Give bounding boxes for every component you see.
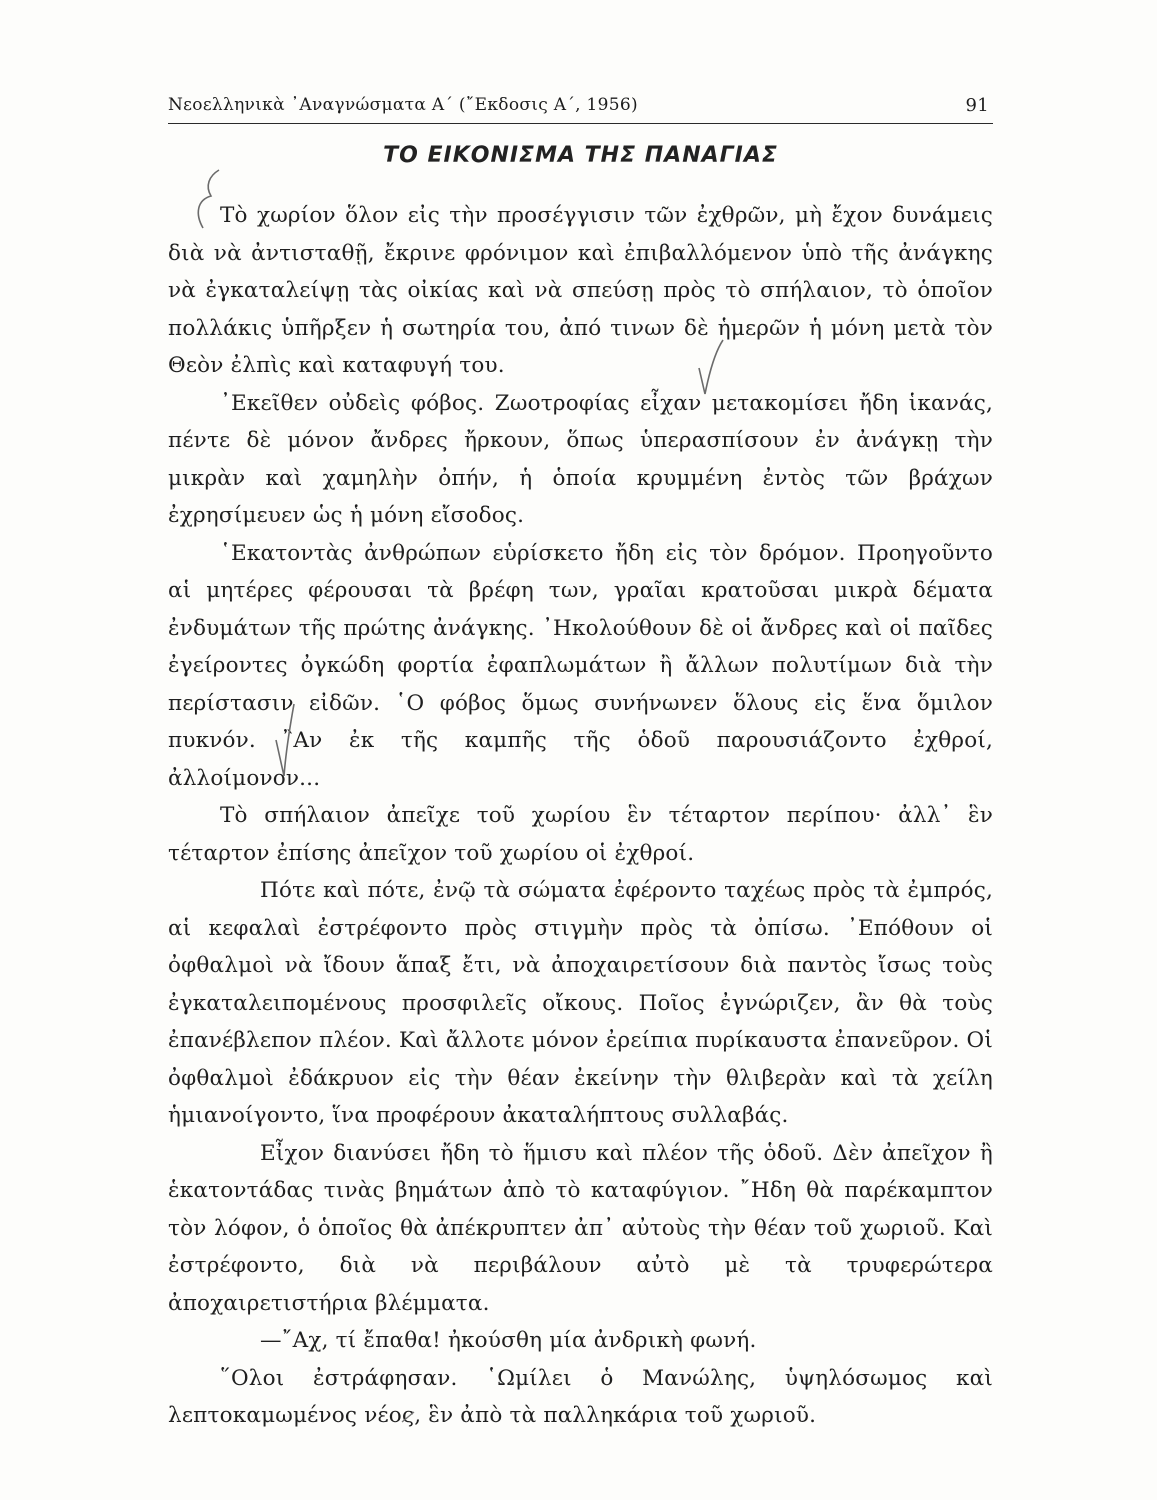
paragraph: Πότε καὶ πότε, ἐνῷ τὰ σώματα ἐφέροντο ταχέως πρὸς τὰ ἐμπρός, αἱ κεφαλαὶ ἐστρέφοντο πρὸς στιγμὴν πρὸς τὰ ὀπίσω. ᾿Επόθουν οἱ ὀφθαλμοὶ νὰ ἴδουν ἅπαξ ἔτι, νὰ ἀποχαιρετίσουν διὰ παντὸς ἴσως τοὺς ἐγκαταλειπομένους προσφιλεῖς οἴκους. Ποῖος ἐγνώριζεν, ἂν θὰ τοὺς ἐπανέβλεπον πλέον. Καὶ ἄλλοτε μόνον ἐρείπια πυρίκαυστα ἐπανεῦρον. Οἱ ὀφθαλμοὶ ἐδάκρυον εἰς τὴν θέαν ἐκείνην τὴν θλιβερὰν καὶ τὰ χείλη ἡμιανοίγοντο, ἵνα προφέρουν ἀκαταλήπτους συλλαβάς. xyxy=(168,878,993,1128)
paragraph: Τὸ χωρίον ὅλον εἰς τὴν προσέγγισιν τῶν ἐχθρῶν, μὴ ἔχον δυνάμεις διὰ νὰ ἀντισταθῇ, ἔκρινε φρόνιμον καὶ ἐπιβαλλόμενον ὑπὸ τῆς ἀνάγκης νὰ ἐγκαταλείψῃ τὰς οἰκίας καὶ νὰ σπεύσῃ πρὸς τὸ σπήλαιον, τὸ ὁποῖον πολλάκις ὑπῆρξεν ἡ σωτηρία του, ἀπό τινων δὲ ἡμερῶν ἡ μόνη μετὰ τὸν Θεὸν ἐλπὶς καὶ καταφυγή του. xyxy=(168,203,993,378)
paragraph: —῎Αχ, τί ἔπαθα! ἠκούσθη μία ἀνδρικὴ φωνή. xyxy=(260,1328,757,1353)
page-number: 91 xyxy=(965,95,989,116)
paragraph: ῾Εκατοντὰς ἀνθρώπων εὑρίσκετο ἤδη εἰς τὸν δρόμον. Προηγοῦντο αἱ μητέρες φέρουσαι τὰ βρέφη των, γραῖαι κρατοῦσαι μικρὰ δέματα ἐνδυμάτων τῆς πρώτης ἀνάγκης. ᾿Ηκολούθουν δὲ οἱ ἄνδρες καὶ οἱ παῖδες ἐγείροντες ὀγκώδη φορτία ἐφαπλωμάτων ἢ ἄλλων πολυτίμων διὰ τὴν περίστασιν εἰδῶν. ῾Ο φόβος ὅμως συνήνωνεν ὅλους εἰς ἕνα ὅμιλον πυκνόν. ῍Αν ἐκ τῆς καμπῆς τῆς ὁδοῦ παρουσιάζοντο ἐχθροί, ἀλλοίμονον... xyxy=(168,540,993,791)
paragraph: ῞Ολοι ἐστράφησαν. ῾Ωμίλει ὁ Μανώλης, ὑψηλόσωμος καὶ λεπτοκαμωμένος νέος, ἓν ἀπὸ τὰ παλληκάρια τοῦ χωριοῦ. xyxy=(168,1365,993,1428)
paragraph: ᾿Εκεῖθεν οὐδεὶς φόβος. Ζωοτροφίας εἶχαν μετακομίσει ἤδη ἱκανάς, πέντε δὲ μόνον ἄνδρες ἤρκουν, ὅπως ὑπερασπίσουν ἐν ἀνάγκῃ τὴν μικρὰν καὶ χαμηλὴν ὀπήν, ἡ ὁποία κρυμμένη ἐντὸς τῶν βράχων ἐχρησίμευεν ὡς ἡ μόνη εἴσοδος. xyxy=(168,390,993,528)
paragraph: Εἶχον διανύσει ἤδη τὸ ἥμισυ καὶ πλέον τῆς ὁδοῦ. Δὲν ἀπεῖχον ἢ ἑκατοντάδας τινὰς βημάτων ἀπὸ τὸ καταφύγιον. ῎Ηδη θὰ παρέκαμπτον τὸν λόφον, ὁ ὁποῖος θὰ ἀπέκρυπτεν ἀπ᾿ αὐτοὺς τὴν θέαν τοῦ χωριοῦ. Καὶ ἐστρέφοντο, διὰ νὰ περιβάλουν αὐτὸ μὲ τὰ τρυφερώτερα ἀποχαιρετιστήρια βλέμματα. xyxy=(168,1140,993,1316)
running-title: Νεοελληνικὰ ᾿Αναγνώσματα Α΄ (῎Εκδοσις Α΄, 1956) xyxy=(168,95,638,115)
running-header xyxy=(168,93,993,124)
body-text xyxy=(168,197,993,1435)
chapter-title: ΤΟ ΕΙΚΟΝΙΣΜΑ ΤΗΣ ΠΑΝΑΓΙΑΣ xyxy=(383,143,778,168)
paragraph: Τὸ σπήλαιον ἀπεῖχε τοῦ χωρίου ἓν τέταρτον περίπου· ἀλλ᾿ ἓν τέταρτον ἐπίσης ἀπεῖχον τοῦ χωρίου οἱ ἐχθροί. xyxy=(168,803,993,866)
